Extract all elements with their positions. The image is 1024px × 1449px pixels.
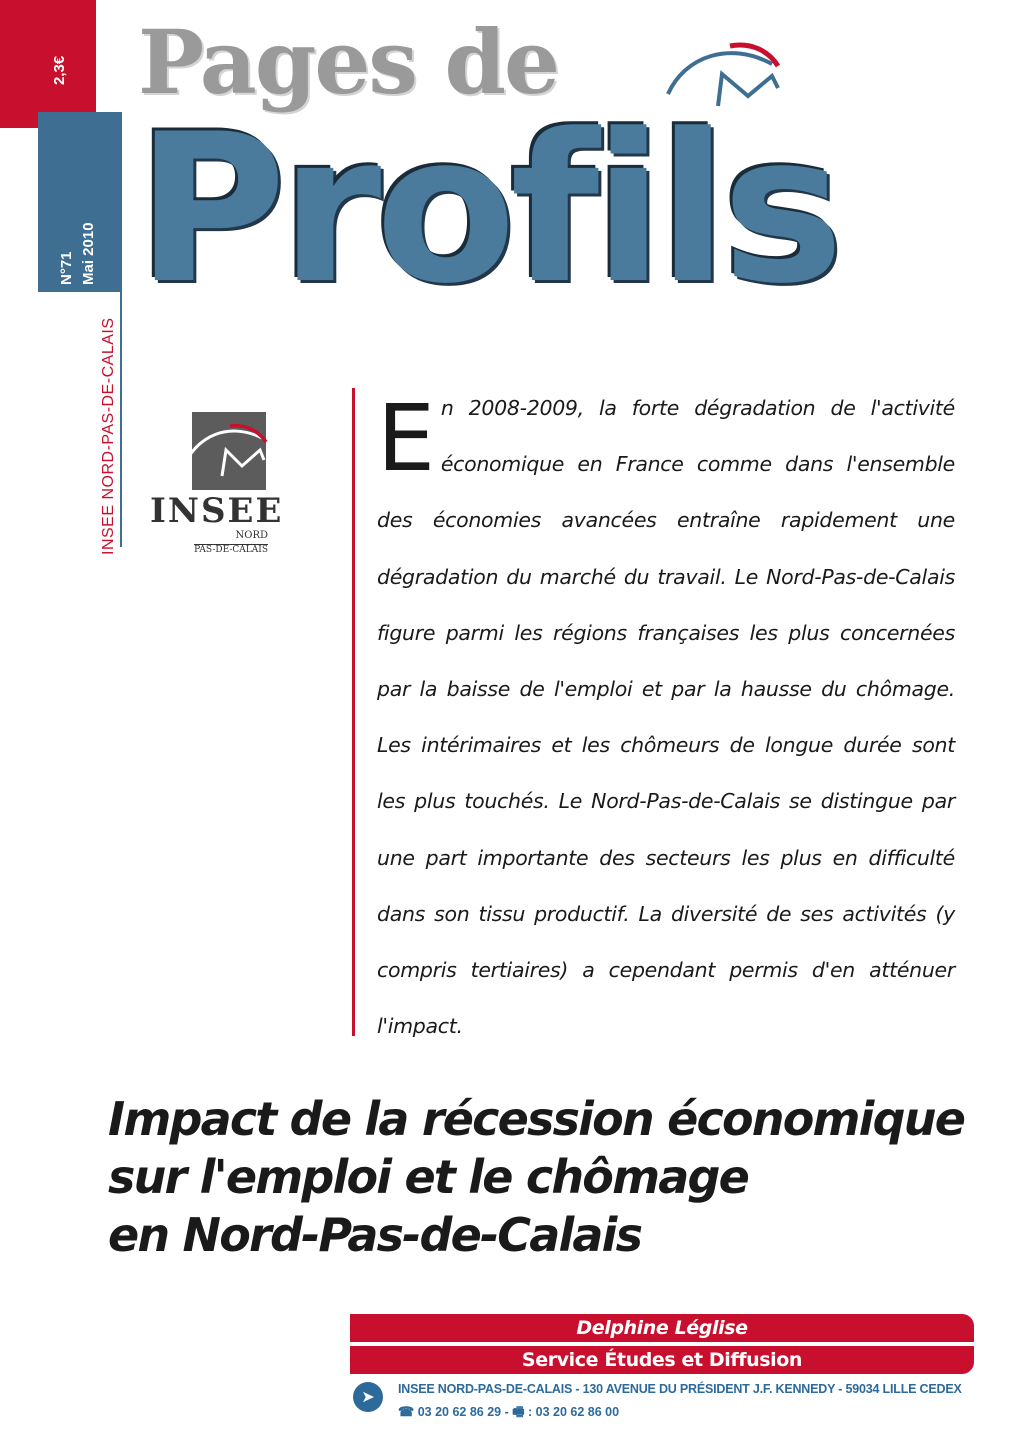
chart-swoosh-icon	[660, 36, 790, 116]
insee-name: INSEE	[150, 491, 284, 531]
insee-sub-region: PAS-DE-CALAIS	[194, 545, 268, 555]
insee-chart-icon	[178, 420, 278, 480]
intro-divider	[352, 388, 355, 1036]
intro-paragraph	[377, 380, 955, 1054]
page-title	[108, 1090, 988, 1264]
intro-text: n 2008-2009, la forte dégradation de l'activité économique en France comme dans l'ensemble des économies avancées entraîne rapidement une dégradation du marché du travail. Le Nord-Pas-de-Calais figure parmi les régions françaises les plus concernées par la baisse de l'emploi et par la hausse du chômage. Les intérimaires et les chômeurs de longue durée sont les plus touchés. Le Nord-Pas-de-Calais se distingue par une part importante des secteurs les plus en difficulté dans son tissu productif. La diversité de ses activités (y compris tertiaires) a cependant permis d'en atténuer l'impact.	[377, 396, 955, 1039]
drop-cap: E	[377, 385, 435, 492]
arrow-right-icon: ➤	[353, 1382, 383, 1412]
phone-number: 03 20 62 86 29	[417, 1405, 502, 1419]
separator: -	[504, 1405, 513, 1419]
side-divider	[120, 292, 122, 547]
issue-date: Mai 2010	[80, 222, 97, 285]
fax-separator: :	[528, 1405, 536, 1419]
title-line-2: sur l'emploi et le chômage	[108, 1150, 748, 1204]
insee-sub-nord: NORD	[235, 530, 268, 541]
price-label: 2,3€	[51, 55, 68, 85]
contact-address: INSEE NORD-PAS-DE-CALAIS - 130 AVENUE DU PRÉSIDENT J.F. KENNEDY - 59034 LILLE CEDEX	[398, 1382, 962, 1396]
series-title-top: Pages de	[138, 10, 559, 114]
contact-phones	[398, 1403, 619, 1425]
issue-info	[56, 195, 100, 285]
issue-number: N°71	[58, 251, 75, 285]
title-line-1: Impact de la récession économique	[108, 1092, 965, 1146]
title-line-3: en Nord-Pas-de-Calais	[108, 1208, 642, 1262]
series-title-main: Profils	[136, 91, 838, 329]
fax-number: 03 20 62 86 00	[535, 1405, 620, 1419]
fax-icon: 🖷	[512, 1404, 525, 1419]
phone-icon: ☎	[398, 1404, 415, 1419]
region-label: INSEE NORD-PAS-DE-CALAIS	[100, 317, 117, 555]
author-bar: Delphine Léglise	[350, 1314, 974, 1342]
service-bar: Service Études et Diffusion	[350, 1346, 974, 1374]
insee-logo-square	[192, 412, 266, 490]
price-banner	[0, 0, 96, 128]
